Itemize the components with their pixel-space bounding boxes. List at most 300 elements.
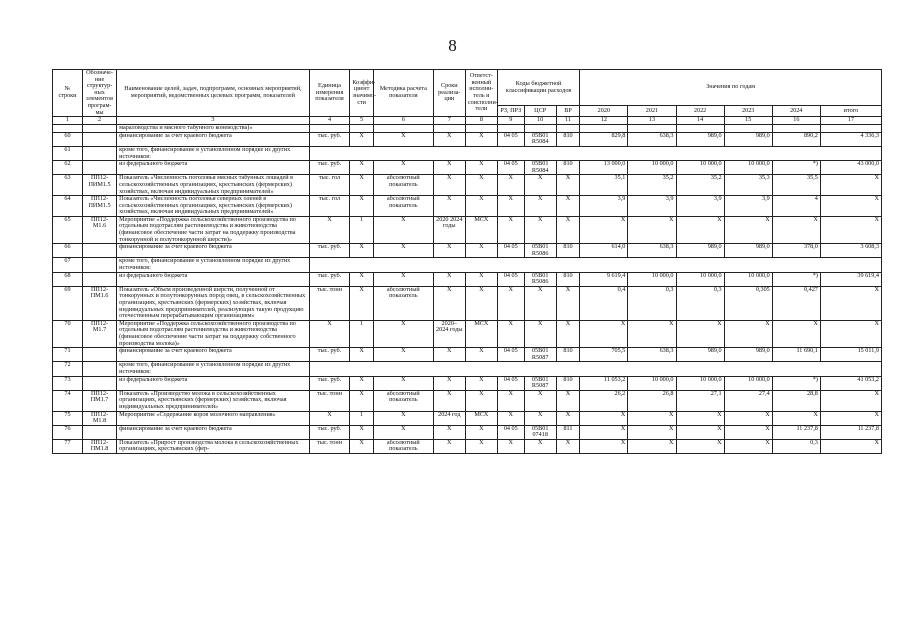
unit-cell: тыс. руб. [309,425,350,439]
value-cell: 638,3 [628,132,676,146]
column-number: 11 [556,117,580,125]
method-cell: X [373,348,433,362]
unit-cell: тыс. руб. [309,348,350,362]
csr-cell: 05В01 R5084 [524,132,556,146]
exec-cell: МСХ [465,320,497,347]
table-row [53,411,882,425]
column-number: 15 [724,117,772,125]
coef-cell: 1 [350,411,374,425]
exec-cell: X [465,376,497,390]
csr-cell: X [524,390,556,411]
value-cell: 614,0 [580,244,628,258]
rz-cell: 04 05 [497,348,524,362]
column-number: 5 [350,117,374,125]
column-number: 8 [465,117,497,125]
row-number-cell: 71 [53,348,83,362]
total-cell: 3 608,3 [820,244,881,258]
term-cell: X [433,132,465,146]
method-cell: X [373,216,433,243]
table-row [53,362,882,376]
csr-cell: X [524,320,556,347]
coef-cell: X [350,286,374,320]
value-cell: 989,0 [724,132,772,146]
row-name-cell: кроме того, финансирование в установленном порядке из других источников: [117,146,310,160]
vr-cell: X [556,286,580,320]
csr-cell: 05В01 R5087 [524,348,556,362]
header-coef: Коэффи-циент значимо-сти [350,70,374,117]
value-cell: X [724,216,772,243]
value-cell: X [676,320,724,347]
row-number-cell: 61 [53,146,83,160]
code-cell: ПП12-ПМ1.8 [82,439,116,453]
row-name-cell: Показатель «Объем произведенной шерсти, полученной от тонкорунных и полутонкорунных пород овец, в сельскохозяйственных организациях, крестьянских (фермерских) хозяйствах, включая индивидуальных предпринимателей, реализующих такую продукцию отечественным перерабатывающим организациям» [117,286,310,320]
method-cell: X [373,132,433,146]
csr-cell: X [524,439,556,453]
row-number-cell: 74 [53,390,83,411]
vr-cell: 810 [556,272,580,286]
row-name-cell: Показатель «Численность поголовья мясных табунных лошадей в сельскохозяйственных организациях, крестьянских (фермерских) хозяйствах, включая индивидуальных предпринимателей» [117,175,310,196]
column-number: 14 [676,117,724,125]
table-row [53,244,882,258]
vr-cell: 810 [556,132,580,146]
value-cell: 989,0 [676,244,724,258]
term-cell: X [433,376,465,390]
row-number-cell: 67 [53,258,83,272]
method-cell: абсолютный показатель [373,196,433,217]
value-cell: 35,5 [772,175,820,196]
row-name-cell: финансирование за счет краевого бюджета [117,132,310,146]
value-cell: 35,2 [676,175,724,196]
value-cell: X [724,320,772,347]
exec-cell: X [465,132,497,146]
table-row [53,439,882,453]
value-cell: 35,2 [628,175,676,196]
total-cell: X [820,439,881,453]
code-cell: ПП12-ПИМ1.5 [82,196,116,217]
coef-cell: X [350,196,374,217]
row-number-cell: 60 [53,132,83,146]
term-cell: X [433,425,465,439]
value-cell: 989,0 [724,244,772,258]
code-cell: ПП12-М1.8 [82,411,116,425]
value-cell: 10 000,0 [724,272,772,286]
row-number-cell: 66 [53,244,83,258]
total-cell: X [820,286,881,320]
rz-cell: 04 05 [497,272,524,286]
header-year: 2021 [628,106,676,117]
row-number-cell: 77 [53,439,83,453]
table-row [53,216,882,243]
code-cell: ПП12-ПМ1.6 [82,286,116,320]
value-cell: X [580,411,628,425]
vr-cell: 810 [556,244,580,258]
method-cell: абсолютный показатель [373,175,433,196]
vr-cell: X [556,390,580,411]
vr-cell: 810 [556,376,580,390]
value-cell: 11 053,2 [580,376,628,390]
rz-cell: 04 05 [497,132,524,146]
row-number-cell: 62 [53,161,83,175]
coef-cell: X [350,425,374,439]
row-name-cell: Мероприятие «Поддержка сельскохозяйственного производства по отдельным подотраслям растениеводства и животноводства (финансовое обеспечение части затрат на поддержку производства тонкорунной и полутонкорунной шерсти)» [117,216,310,243]
row-name-cell: финансирование за счет краевого бюджета [117,348,310,362]
code-cell [82,132,116,146]
unit-cell: тыс. тонн [309,286,350,320]
column-number: 1 [53,117,83,125]
unit-cell: тыс. руб. [309,132,350,146]
term-cell: X [433,244,465,258]
value-cell: X [724,439,772,453]
csr-cell: X [524,216,556,243]
value-cell: 35,3 [724,175,772,196]
rz-cell: 04 05 [497,161,524,175]
value-cell: 989,0 [676,132,724,146]
csr-cell: X [524,411,556,425]
header-values: Значения по годам [580,70,882,106]
vr-cell: X [556,320,580,347]
term-cell: X [433,161,465,175]
header-total: итого [820,106,881,117]
value-cell: X [724,425,772,439]
header-year: 2022 [676,106,724,117]
exec-cell: МСХ [465,216,497,243]
coef-cell: X [350,439,374,453]
exec-cell: X [465,175,497,196]
term-cell: 2024 год [433,411,465,425]
method-cell: абсолютный показатель [373,439,433,453]
code-cell: ПП12-М1.7 [82,320,116,347]
total-cell: 15 011,9 [820,348,881,362]
table-row [53,348,882,362]
row-name-cell: финансирование за счет краевого бюджета [117,425,310,439]
vr-cell: X [556,411,580,425]
value-cell: 0,305 [724,286,772,320]
method-cell: X [373,411,433,425]
header-term: Сроки реализа-ции [433,70,465,117]
total-cell: X [820,411,881,425]
rz-cell: 04 05 [497,244,524,258]
value-cell: 378,0 [772,244,820,258]
total-cell: 11 237,8 [820,425,881,439]
header-exec: Ответст-венный исполни-тель и соисполни-тели [465,70,497,117]
value-cell: X [628,411,676,425]
coef-cell: X [350,244,374,258]
total-cell: 39 619,4 [820,272,881,286]
column-number: 6 [373,117,433,125]
value-cell: 10 000,0 [724,161,772,175]
csr-cell: 05В01 R5084 [524,161,556,175]
value-cell: X [724,411,772,425]
value-cell: 11 237,8 [772,425,820,439]
row-name-cell: Мероприятие «Поддержка сельскохозяйственного производства по отдельным подотраслям растениеводства и животноводства (финансовое обеспечение части затрат на поддержку собственного производства молока)» [117,320,310,347]
term-cell: X [433,348,465,362]
row-number-cell: 70 [53,320,83,347]
term-cell: X [433,175,465,196]
code-cell [82,376,116,390]
coef-cell: X [350,132,374,146]
rz-cell: X [497,196,524,217]
coef-cell: X [350,272,374,286]
value-cell: 27,1 [676,390,724,411]
rz-cell: X [497,390,524,411]
value-cell: 10 000,0 [628,161,676,175]
value-cell: 638,3 [628,348,676,362]
code-cell: ПП12-ПИМ1.5 [82,175,116,196]
header-method: Методика расчета показателя [373,70,433,117]
header-year: 2023 [724,106,772,117]
csr-cell: 05В01 R5086 [524,272,556,286]
coef-cell: X [350,161,374,175]
value-cell: 0,3 [628,286,676,320]
coef-cell: X [350,390,374,411]
vr-cell: X [556,196,580,217]
csr-cell: 05В01 R5087 [524,376,556,390]
value-cell: 0,4 [580,286,628,320]
value-cell: 3,9 [724,196,772,217]
method-cell: X [373,320,433,347]
exec-cell: X [465,161,497,175]
unit-cell: тыс. тонн [309,390,350,411]
row-name-cell: Показатель «Прирост производства молока в сельскохозяйственных организациях, крестьянских (фер- [117,439,310,453]
method-cell: X [373,376,433,390]
code-cell [82,161,116,175]
code-cell [82,244,116,258]
header-unit: Единица измерения показателя [309,70,350,117]
unit-cell: тыс. руб. [309,161,350,175]
exec-cell: X [465,196,497,217]
value-cell: X [628,439,676,453]
value-cell: 35,1 [580,175,628,196]
method-cell: X [373,425,433,439]
column-number: 3 [117,117,310,125]
value-cell: 705,5 [580,348,628,362]
column-number: 16 [772,117,820,125]
coef-cell: X [350,376,374,390]
unit-cell: тыс. гол [309,196,350,217]
exec-cell: X [465,425,497,439]
value-cell: 10 000,0 [628,272,676,286]
value-cell: 989,0 [724,348,772,362]
value-cell: *) [772,161,820,175]
row-number-cell: 68 [53,272,83,286]
value-cell: 9 619,4 [580,272,628,286]
value-cell: X [676,439,724,453]
vr-cell: X [556,175,580,196]
row-number-cell: 72 [53,362,83,376]
total-cell: X [820,175,881,196]
rz-cell: X [497,439,524,453]
method-cell: абсолютный показатель [373,390,433,411]
rz-cell: 04 05 [497,376,524,390]
vr-cell: 810 [556,348,580,362]
table-row [53,146,882,160]
unit-cell: тыс. руб. [309,376,350,390]
vr-cell: 811 [556,425,580,439]
header-csr: ЦСР [524,106,556,117]
value-cell: *) [772,376,820,390]
term-cell: 2020–2024 годы [433,320,465,347]
value-cell: X [628,425,676,439]
value-cell: 4 [772,196,820,217]
table-row [53,196,882,217]
row-name-cell: Показатель «Численность поголовья северных оленей в сельскохозяйственных организациях, крестьянских (фермерских) хозяйствах, включая индивидуальных предпринимателей» [117,196,310,217]
row-number-cell: 63 [53,175,83,196]
value-cell: X [580,216,628,243]
csr-cell: X [524,175,556,196]
value-cell: 3,9 [676,196,724,217]
rz-cell: X [497,175,524,196]
value-cell: 989,0 [676,348,724,362]
row-name-cell: кроме того, финансирование в установленном порядке из других источников: [117,258,310,272]
column-number: 2 [82,117,116,125]
value-cell: X [580,320,628,347]
code-cell [82,272,116,286]
coef-cell: 1 [350,320,374,347]
csr-cell: 05В01 R5086 [524,244,556,258]
table-row [53,286,882,320]
row-name-cell: Мероприятие «Содержание коров молочного направления» [117,411,310,425]
method-cell: X [373,161,433,175]
column-number: 10 [524,117,556,125]
value-cell: 0,3 [676,286,724,320]
value-cell: X [676,411,724,425]
table-row [53,272,882,286]
row-name-cell: финансирование за счет краевого бюджета [117,244,310,258]
header-year: 2024 [772,106,820,117]
method-cell: X [373,272,433,286]
header-budget: Коды бюджетной классификации расходов [497,70,579,106]
value-cell: 27,4 [724,390,772,411]
term-cell: 2020 2024 годы [433,216,465,243]
row-number-cell: 64 [53,196,83,217]
code-cell [82,425,116,439]
value-cell: 3,9 [628,196,676,217]
column-number: 4 [309,117,350,125]
row-name-cell: кроме того, финансирование в установленном порядке из других источников: [117,362,310,376]
rz-cell: X [497,320,524,347]
value-cell: X [676,216,724,243]
total-cell: X [820,320,881,347]
value-cell: 0,427 [772,286,820,320]
value-cell: *) [772,272,820,286]
table-row [53,320,882,347]
header-year: 2020 [580,106,628,117]
csr-cell: X [524,286,556,320]
column-number: 9 [497,117,524,125]
total-cell: X [820,216,881,243]
value-cell: X [772,216,820,243]
table-row [53,376,882,390]
exec-cell: X [465,272,497,286]
unit-cell: тыс. руб. [309,272,350,286]
value-cell: 10 000,0 [676,272,724,286]
row-number-cell: 69 [53,286,83,320]
method-cell: абсолютный показатель [373,286,433,320]
rz-cell: X [497,411,524,425]
value-cell: 890,2 [772,132,820,146]
rz-cell: 04 05 [497,425,524,439]
vr-cell: X [556,439,580,453]
value-cell: 0,3 [772,439,820,453]
csr-cell: 05В01 07418 [524,425,556,439]
value-cell: 638,3 [628,244,676,258]
value-cell: 10 000,0 [676,376,724,390]
row-name-cell: из федерального бюджета [117,376,310,390]
total-cell: X [820,390,881,411]
value-cell: X [580,425,628,439]
value-cell: X [628,216,676,243]
row-name-cell: мараловодства и мясного табунного коневодства)» [117,125,310,133]
row-number-cell: 73 [53,376,83,390]
program-table [52,69,882,454]
code-cell: ПП12-ПМ1.7 [82,390,116,411]
table-row [53,425,882,439]
term-cell: X [433,439,465,453]
term-cell: X [433,286,465,320]
total-cell: 43 000,0 [820,161,881,175]
vr-cell: 810 [556,161,580,175]
column-number: 17 [820,117,881,125]
total-cell: X [820,196,881,217]
column-number: 7 [433,117,465,125]
coef-cell: X [350,348,374,362]
vr-cell: X [556,216,580,243]
coef-cell: 1 [350,216,374,243]
header-name: Наименование целей, задач, подпрограмм, основных мероприятий, мероприятий, ведомственных целевых программ, показателей [117,70,310,117]
value-cell: X [580,439,628,453]
value-cell: 10 000,0 [676,161,724,175]
exec-cell: X [465,244,497,258]
value-cell: X [676,425,724,439]
exec-cell: МСХ [465,411,497,425]
value-cell: 3,9 [580,196,628,217]
header-rz: РЗ, ПРЗ [497,106,524,117]
value-cell: 11 690,1 [772,348,820,362]
row-name-cell: из федерального бюджета [117,161,310,175]
page-number: 8 [448,36,457,55]
unit-cell: X [309,216,350,243]
total-cell: 4 336,3 [820,132,881,146]
table-row [53,132,882,146]
unit-cell: тыс. руб. [309,244,350,258]
method-cell: X [373,244,433,258]
unit-cell: тыс. тонн [309,439,350,453]
exec-cell: X [465,390,497,411]
value-cell: 26,2 [580,390,628,411]
value-cell: 28,8 [772,390,820,411]
row-number-cell: 75 [53,411,83,425]
exec-cell: X [465,439,497,453]
total-cell: 41 053,2 [820,376,881,390]
exec-cell: X [465,286,497,320]
table-row [53,390,882,411]
rz-cell: X [497,286,524,320]
rz-cell: X [497,216,524,243]
value-cell: 13 000,0 [580,161,628,175]
value-cell: 10 000,0 [628,376,676,390]
term-cell: X [433,272,465,286]
column-number: 12 [580,117,628,125]
value-cell: 26,8 [628,390,676,411]
term-cell: X [433,196,465,217]
header-vr: ВР [556,106,580,117]
header-code: Обозначе-ние структур-ных элементов програм-мы [82,70,116,117]
coef-cell: X [350,175,374,196]
term-cell: X [433,390,465,411]
header-no: № строки [53,70,83,117]
table-row [53,161,882,175]
table-row [53,258,882,272]
